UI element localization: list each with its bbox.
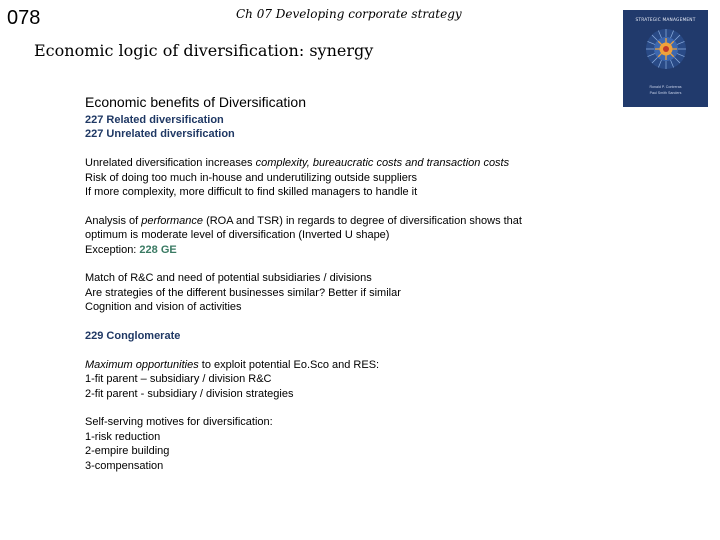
- block6-line1: Self-serving motives for diversification:: [85, 416, 273, 429]
- ref-unrelated: 227 Unrelated diversification: [85, 128, 235, 141]
- section-heading: Economic benefits of Diversification: [85, 94, 306, 110]
- exception-ref: 228 GE: [139, 243, 177, 256]
- block6-line2: 1-risk reduction: [85, 430, 161, 443]
- block3-line1: Match of R&C and need of potential subsidiaries / divisions: [85, 272, 372, 285]
- book-cover-image: [623, 10, 708, 107]
- chapter-label: Ch 07 Developing corporate strategy: [236, 7, 462, 21]
- block1-line1: Unrelated diversification increases complexity, bureaucratic costs and transaction costs: [85, 157, 510, 170]
- cover-author-2: Paul Smith Sanders: [649, 91, 682, 95]
- ref-conglomerate: 229 Conglomerate: [85, 330, 181, 343]
- ref-related: 227 Related diversification: [85, 114, 224, 126]
- block5-line2: 1-fit parent – subsidiary / division R&C: [85, 373, 272, 386]
- block2-line3: Exception: 228 GE: [85, 243, 177, 256]
- slide-title: Economic logic of diversification: synergy: [34, 41, 374, 60]
- block1-line3: If more complexity, more difficult to find skilled managers to handle it: [85, 186, 418, 199]
- cover-author-1: Ronald P. Contreras: [649, 85, 682, 89]
- slide-body: [85, 94, 605, 473]
- block6-line4: 3-compensation: [85, 459, 164, 472]
- block6-line3: 2-empire building: [85, 445, 170, 458]
- block2-line2: optimum is moderate level of diversification (Inverted U shape): [85, 229, 390, 242]
- block2-line1: Analysis of performance (ROA and TSR) in regards to degree of diversification shows that: [85, 214, 522, 227]
- block3-line3: Cognition and vision of activities: [85, 301, 242, 314]
- sunburst-icon: [645, 28, 687, 70]
- block5-line3: 2-fit parent - subsidiary / division strategies: [85, 387, 294, 400]
- block1-line2: Risk of doing too much in-house and underutilizing outside suppliers: [85, 171, 418, 184]
- slide-number: 078: [7, 7, 41, 29]
- block3-line2: Are strategies of the different businesses similar? Better if similar: [85, 286, 401, 299]
- cover-title: STRATEGIC MANAGEMENT: [635, 18, 696, 23]
- block5-line1: Maximum opportunities to exploit potential Eo.Sco and RES:: [85, 358, 380, 371]
